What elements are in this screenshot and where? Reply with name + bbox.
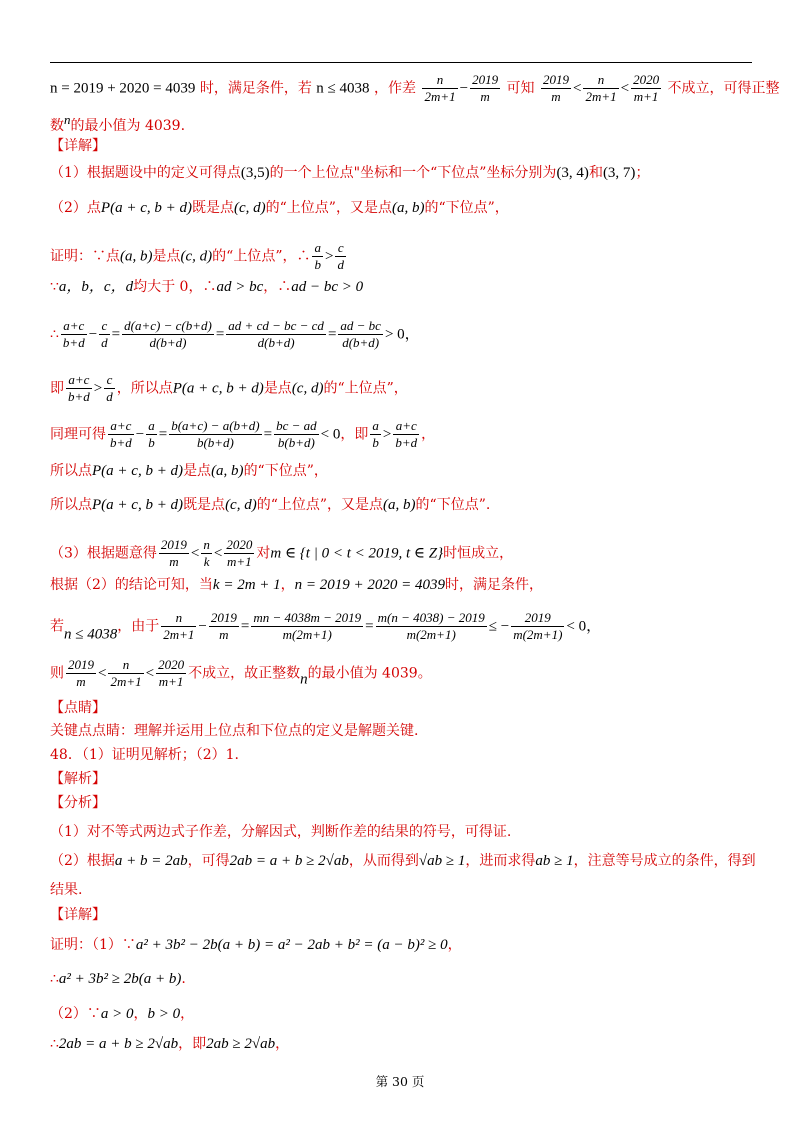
- math-cond: n ≤ 4038: [316, 80, 370, 97]
- math: ab ≥ 1: [535, 853, 574, 869]
- math-var: n: [300, 671, 308, 688]
- text: （2）∵: [50, 1006, 101, 1022]
- math: (a, b): [120, 248, 153, 265]
- math: (a, b): [211, 463, 244, 479]
- math: P(a + c, b + d): [92, 497, 184, 513]
- operator: =: [365, 618, 374, 635]
- fraction: $\frac{m(n - 4038) - 2019}{m(2m+1)}$: [377, 610, 485, 642]
- text: 时恒成立，: [443, 545, 514, 562]
- math: (3, 7): [602, 165, 636, 181]
- operator: −: [88, 326, 98, 343]
- text: （1）根据题设中的定义可得点: [50, 165, 241, 181]
- part3-line-1: [50, 537, 513, 570]
- header-rule: [50, 62, 752, 63]
- math: a² + 3b² ≥ 2b(a + b): [58, 971, 182, 987]
- text: 是点: [263, 380, 292, 397]
- text: ，: [280, 577, 295, 593]
- fraction: $\frac{b(a+c) - a(b+d)}{b(b+d)}$: [171, 418, 260, 450]
- text: ，: [133, 1006, 148, 1022]
- math-var: n: [64, 112, 71, 127]
- operator: =: [327, 326, 337, 343]
- q48-analysis-1: （1）对不等式两边式子作差，分解因式，判断作差的结果的符号，可得证.: [50, 824, 512, 840]
- text: ，进而求得: [465, 853, 536, 869]
- text: ∵: [50, 279, 59, 295]
- fraction: $\frac{c}{d}$: [101, 318, 108, 350]
- text: ，注意等号成立的条件，得到: [573, 853, 756, 869]
- text: （2）根据: [50, 853, 115, 869]
- part2-line: [50, 198, 509, 218]
- text: 根据（2）的结论可知，当: [50, 577, 213, 593]
- q48-fenxi-tag: 【分析】: [50, 795, 106, 811]
- proof-line-3: [50, 318, 420, 351]
- text: ∴: [50, 1036, 59, 1052]
- text: 所以点: [50, 497, 92, 513]
- text: ；: [635, 165, 650, 181]
- math: ad − bc > 0: [291, 279, 364, 295]
- fraction: $\frac{n}{2m+1}$: [110, 657, 142, 689]
- text: 证明：∵点: [50, 248, 120, 265]
- fraction: $\frac{2019}{m}$: [542, 72, 569, 104]
- operator: <: [190, 545, 200, 562]
- operator: −: [135, 426, 145, 443]
- text: 对: [256, 545, 271, 562]
- text: ，: [180, 1006, 195, 1022]
- text: 的“上位点”，∴: [212, 248, 311, 265]
- operator: >: [382, 426, 392, 443]
- operator: >: [93, 380, 103, 397]
- text: ∴: [50, 971, 59, 987]
- text: 的“下位点”，: [424, 200, 509, 216]
- text: ，即: [340, 426, 369, 443]
- math: (c, d): [291, 380, 324, 397]
- text: 不成立，可得正整: [667, 80, 780, 97]
- detail-tag: 【详解】: [50, 138, 106, 154]
- fraction: $\frac{n}{2m+1}$: [585, 72, 617, 104]
- proof-line-6: [50, 461, 328, 481]
- operator: <: [213, 545, 223, 562]
- text: 的“上位点”，: [323, 380, 408, 397]
- operator: < 0，: [566, 618, 602, 635]
- operator: < 0: [320, 426, 341, 443]
- text: 即: [50, 380, 64, 397]
- math: n ≤ 4038: [64, 626, 118, 643]
- q48-proof-3: [50, 1004, 194, 1024]
- fraction: $\frac{d(a+c) - c(b+d)}{d(b+d)}$: [124, 318, 212, 350]
- text: ，可得: [187, 853, 230, 869]
- text: ，: [421, 426, 436, 443]
- text: 可知: [506, 80, 535, 97]
- fraction: $\frac{a+c}{b+d}$: [68, 372, 90, 404]
- part3-line-2: [50, 575, 543, 595]
- text: .: [181, 971, 186, 987]
- summary-tag: 【点睛】: [50, 700, 106, 716]
- text: 和: [588, 165, 603, 181]
- operator: <: [145, 665, 155, 682]
- q48-proof-4: [50, 1034, 289, 1054]
- proof-line-5: [50, 418, 435, 451]
- text: 时，满足条件，: [445, 577, 544, 593]
- fraction: $\frac{2019}{m(2m+1)}$: [513, 610, 563, 642]
- fraction: $\frac{2019}{m}$: [472, 72, 499, 104]
- fraction: $\frac{2019}{m}$: [210, 610, 237, 642]
- text: 既是点: [191, 200, 234, 216]
- math: P(a + c, b + d): [172, 380, 264, 397]
- text: 的一个上位点"坐标和一个“下位点”坐标分别为: [269, 165, 557, 181]
- text: 的“下位点”.: [415, 497, 491, 513]
- fraction: $\frac{a+c}{b+d}$: [62, 318, 85, 350]
- math: k = 2m + 1: [212, 577, 281, 593]
- math: (c, d): [233, 200, 266, 216]
- text: 既是点: [183, 497, 226, 513]
- math: P(a + c, b + d): [92, 463, 184, 479]
- text: 的“上位点”，又是点: [265, 200, 392, 216]
- math: a + b = 2ab: [114, 853, 188, 869]
- text: 的“下位点”，: [243, 463, 328, 479]
- math: 2ab = a + b ≥ 2√ab: [229, 853, 349, 869]
- text: ，: [275, 1036, 290, 1052]
- text: ，作差: [373, 80, 416, 97]
- text: 是点: [183, 463, 212, 479]
- operator: >: [324, 248, 334, 265]
- operator: > 0，: [384, 326, 420, 343]
- fraction: $\frac{n}{2m+1}$: [163, 610, 195, 642]
- math: a² + 3b² − 2b(a + b) = a² − 2ab + b² = (a − b)² ≥ 0: [135, 937, 448, 953]
- text: 不成立，故正整数: [188, 665, 301, 682]
- operator: <: [620, 80, 630, 97]
- fraction: $\frac{a+c}{b+d}$: [110, 418, 132, 450]
- math: n = 2019 + 2020 = 4039: [294, 577, 446, 593]
- text: （2）点: [50, 200, 101, 216]
- fraction: $\frac{mn - 4038m - 2019}{m(2m+1)}$: [253, 610, 362, 642]
- math: (a, b): [391, 200, 425, 216]
- text: 同理可得: [50, 426, 106, 443]
- fraction: $\frac{a}{b}$: [314, 240, 321, 272]
- math-n-sum: n = 2019 + 2020 = 4039: [50, 80, 196, 97]
- math: (c, d): [180, 248, 213, 265]
- fraction: $\frac{a}{b}$: [372, 418, 379, 450]
- math: m ∈ {t | 0 < t < 2019, t ∈ Z}: [270, 545, 444, 562]
- text: 数: [50, 118, 64, 134]
- intro-line-2: [50, 110, 185, 136]
- q48-detail-tag: 【详解】: [50, 907, 106, 923]
- operator: <: [98, 665, 107, 682]
- fraction: $\frac{a+c}{b+d}$: [395, 418, 418, 450]
- proof-line-2: [50, 277, 363, 297]
- fraction: $\frac{c}{d}$: [106, 372, 113, 404]
- proof-line-1: [50, 240, 348, 273]
- fraction: $\frac{n}{k}$: [203, 537, 210, 569]
- text: 若: [50, 618, 64, 635]
- intro-line-1: [50, 72, 780, 105]
- text: ，即: [178, 1036, 207, 1052]
- math: a，b，c，d: [58, 279, 134, 295]
- text: 均大于 0，∴: [133, 279, 217, 295]
- math: a > 0: [100, 1006, 134, 1022]
- math: (3,5): [240, 165, 270, 181]
- text: ，∴: [263, 279, 292, 295]
- math: √ab ≥ 1: [418, 853, 466, 869]
- math: 2ab ≥ 2√ab: [206, 1036, 276, 1052]
- fraction: $\frac{c}{d}$: [337, 240, 344, 272]
- fraction: $\frac{2019}{m}$: [160, 537, 187, 569]
- q48-heading: 48．（1）证明见解析；（2）1.: [50, 747, 239, 763]
- q48-analysis-2: [50, 851, 756, 871]
- fraction: $\frac{ad + cd - bc - cd}{d(b+d)}$: [228, 318, 324, 350]
- q48-proof-2: [50, 969, 186, 989]
- proof-line-7: [50, 495, 490, 515]
- math: b > 0: [147, 1006, 181, 1022]
- math: (3, 4): [556, 165, 589, 181]
- part3-line-3: [50, 610, 601, 645]
- text: ，: [447, 937, 462, 953]
- operator: ≤ −: [488, 618, 510, 635]
- fraction: $\frac{2020}{m+1}$: [226, 537, 253, 569]
- operator: −: [198, 618, 207, 635]
- fraction: $\frac{bc - ad}{b(b+d)}$: [276, 418, 317, 450]
- part1-line: [50, 163, 649, 183]
- text: ，从而得到: [348, 853, 419, 869]
- text: （3）根据题意得: [50, 545, 157, 562]
- fraction: $\frac{n}{2m+1}$: [424, 72, 456, 104]
- operator: =: [111, 326, 121, 343]
- math: ad > bc: [216, 279, 264, 295]
- text: 的最小值为 4039。: [307, 665, 432, 682]
- text: 证明：（1）∵: [50, 937, 136, 953]
- math: (c, d): [225, 497, 257, 513]
- operator: =: [240, 618, 250, 635]
- proof-line-4: [50, 372, 408, 405]
- fraction: $\frac{a}{b}$: [148, 418, 155, 450]
- fraction: $\frac{2019}{m}$: [68, 657, 94, 689]
- math: P(a + c, b + d): [100, 200, 192, 216]
- operator: =: [158, 426, 168, 443]
- operator: =: [263, 426, 273, 443]
- fraction: $\frac{2020}{m+1}$: [633, 72, 660, 104]
- summary-text: 关键点点睛：理解并运用上位点和下位点的定义是解题关键.: [50, 723, 419, 739]
- text: 所以点: [50, 463, 92, 479]
- text: 则: [50, 665, 64, 682]
- fraction: $\frac{2020}{m+1}$: [158, 657, 185, 689]
- q48-proof-1: [50, 935, 462, 955]
- text: 的最小值为 4039.: [70, 118, 186, 134]
- page-number: 第 30 页: [375, 1074, 425, 1089]
- operator: =: [215, 326, 225, 343]
- fraction: $\frac{ad - bc}{d(b+d)}$: [340, 318, 381, 350]
- text: ∴: [50, 326, 59, 343]
- text: 时，满足条件，若: [199, 80, 312, 97]
- operator: −: [459, 80, 469, 97]
- text: 是点: [152, 248, 181, 265]
- q48-jiexi-tag: 【解析】: [50, 771, 106, 787]
- text: ，由于: [117, 618, 160, 635]
- text: ，所以点: [116, 380, 173, 397]
- math: 2ab = a + b ≥ 2√ab: [58, 1036, 179, 1052]
- q48-analysis-2-cont: 结果.: [50, 882, 83, 898]
- operator: <: [572, 80, 582, 97]
- math: (a, b): [383, 497, 416, 513]
- part3-line-4: [50, 657, 432, 690]
- text: 的“上位点”，又是点: [256, 497, 384, 513]
